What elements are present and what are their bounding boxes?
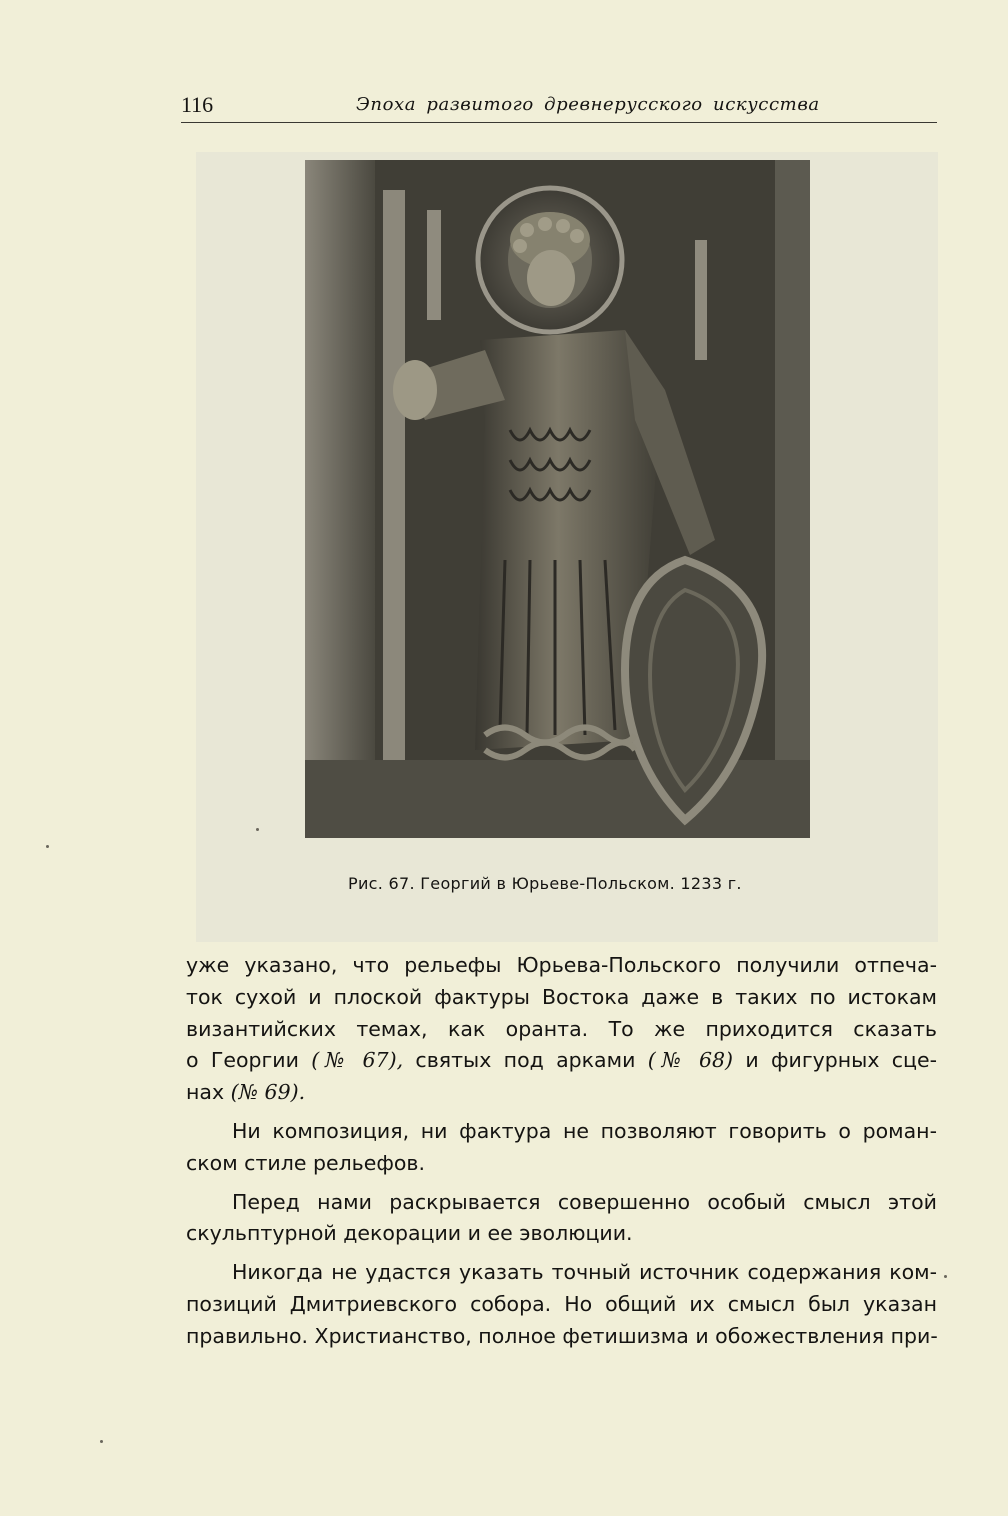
text-line: византийских темах, как оранта. То же приходится сказать bbox=[186, 1016, 937, 1041]
paragraph bbox=[186, 950, 937, 1109]
relief-photo bbox=[305, 160, 810, 838]
text-line: ском стиле рельефов. bbox=[186, 1150, 426, 1175]
text-line: уже указано, что рельефы Юрьева-Польского получили отпеча- bbox=[186, 953, 937, 977]
text-segment: и фигурных сце- bbox=[745, 1048, 937, 1073]
page-number: 116 bbox=[181, 92, 214, 117]
body-text bbox=[186, 950, 937, 1360]
figure-reference: (№ 69). bbox=[230, 1080, 306, 1105]
paragraph bbox=[186, 1187, 937, 1251]
figure-reference: (№ 68) bbox=[647, 1048, 734, 1073]
running-title: Эпоха развитого древнерусского искусства bbox=[356, 94, 820, 115]
page-header bbox=[181, 92, 937, 123]
saint-george-relief-image bbox=[305, 160, 810, 838]
scan-speck bbox=[100, 1440, 103, 1443]
scan-speck bbox=[944, 1275, 947, 1278]
figure-reference: (№ 67), bbox=[311, 1048, 404, 1073]
text-line bbox=[186, 1077, 937, 1109]
text-line: позиций Дмитриевского собора. Но общий их смысл был указан bbox=[186, 1291, 937, 1316]
paragraph bbox=[186, 1116, 937, 1180]
text-line: правильно. Христианство, полное фетишизма и обожествления при- bbox=[186, 1323, 938, 1348]
text-segment: о Георгии bbox=[186, 1048, 299, 1073]
text-line: ток сухой и плоской фактуры Востока даже в таких по истокам bbox=[186, 984, 937, 1009]
paragraph bbox=[186, 1257, 937, 1352]
text-segment: нах bbox=[186, 1080, 225, 1105]
text-line: Никогда не удастся указать точный источник содержания ком- bbox=[232, 1260, 937, 1285]
figure-caption: Рис. 67. Георгий в Юрьеве-Польском. 1233 г. bbox=[348, 874, 742, 893]
text-line: Перед нами раскрывается совершенно особый смысл этой bbox=[232, 1189, 937, 1214]
scan-speck bbox=[256, 828, 259, 831]
text-segment: святых под арками bbox=[415, 1048, 636, 1073]
scan-speck bbox=[46, 845, 49, 848]
text-line: Ни композиция, ни фактура не позволяют говорить о роман- bbox=[232, 1118, 937, 1143]
text-line bbox=[186, 1045, 937, 1077]
text-line: скульптурной декорации и ее эволюции. bbox=[186, 1221, 633, 1246]
